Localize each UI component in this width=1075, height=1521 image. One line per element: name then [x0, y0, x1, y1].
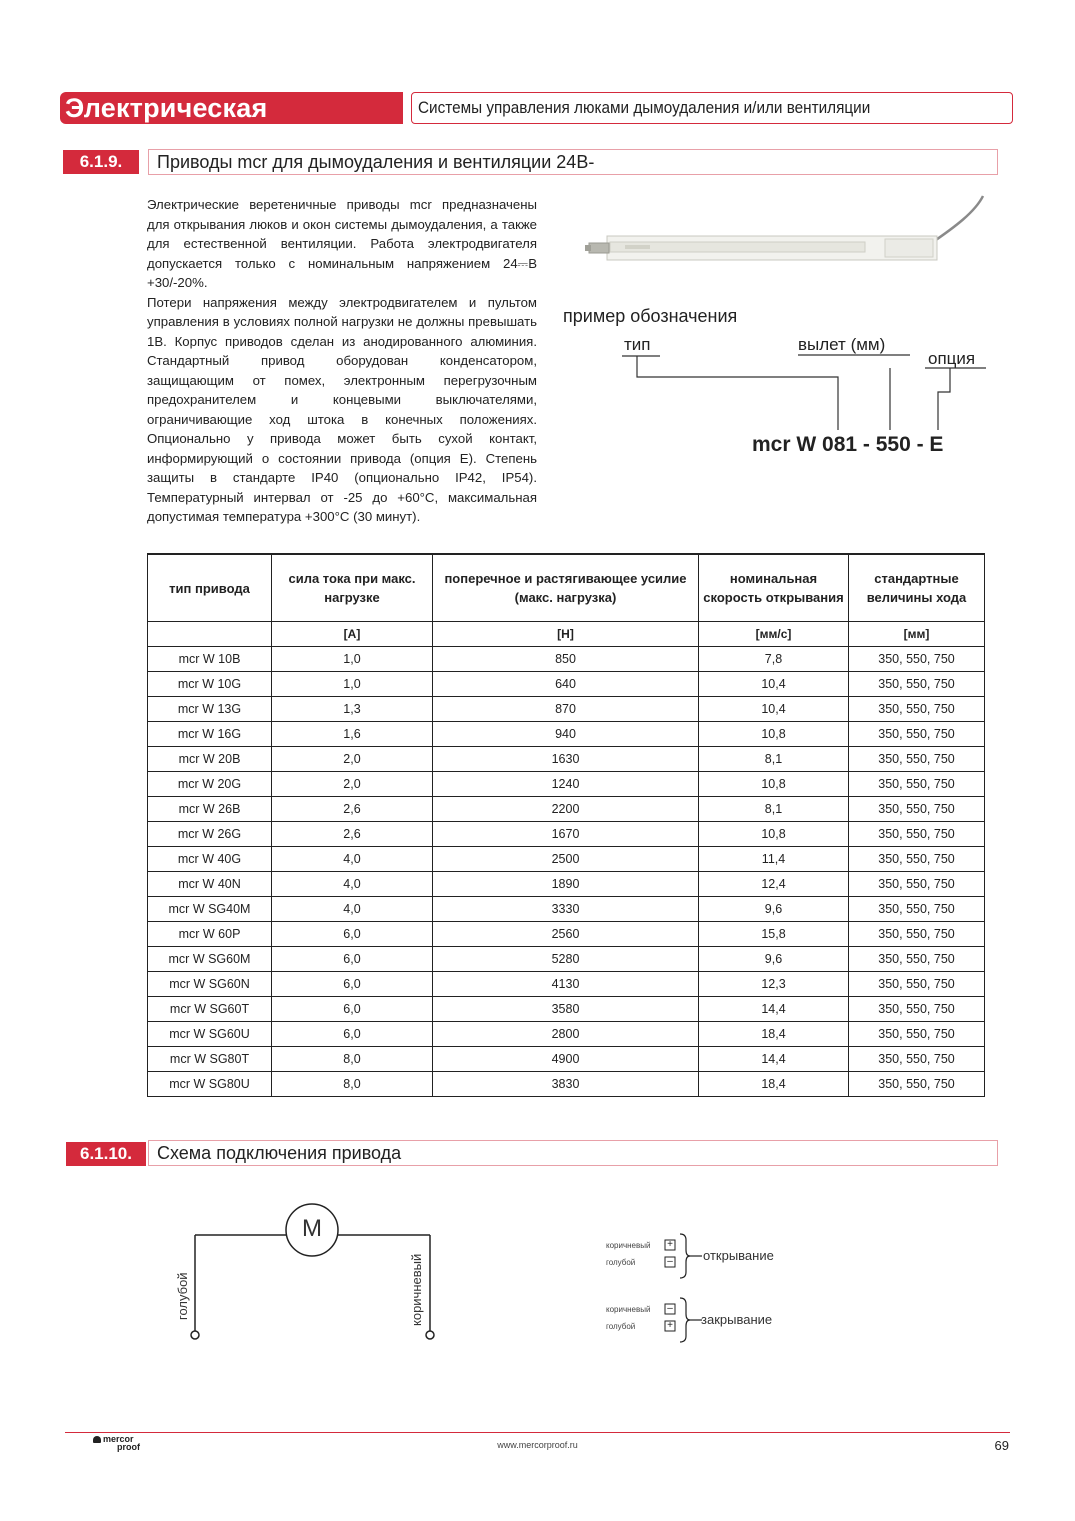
- table-header-cell: поперечное и растягивающее усилие (макс. нагрузка): [433, 554, 699, 622]
- table-cell: 2,6: [272, 797, 433, 822]
- table-header-cell: стандартные величины хода: [849, 554, 985, 622]
- table-header-cell: сила тока при макс. нагрузке: [272, 554, 433, 622]
- table-cell: mcr W 20G: [148, 772, 272, 797]
- table-cell: 3580: [433, 997, 699, 1022]
- example-label-stroke: вылет (мм): [798, 335, 886, 354]
- subtitle-text: Системы управления люками дымоудаления и/или вентиляции: [418, 98, 871, 117]
- table-unit-cell: [148, 622, 272, 647]
- table-cell: 10,8: [699, 722, 849, 747]
- wire-label-right: коричневый: [409, 1253, 424, 1326]
- table-cell: 10,8: [699, 772, 849, 797]
- footer-divider: [65, 1432, 1010, 1433]
- table-cell: 870: [433, 697, 699, 722]
- table-row: [148, 947, 985, 972]
- table-cell: 940: [433, 722, 699, 747]
- category-title: Электрическая: [65, 93, 268, 123]
- table-cell: 2560: [433, 922, 699, 947]
- table-row: [148, 897, 985, 922]
- table-cell: 850: [433, 647, 699, 672]
- table-cell: mcr W 16G: [148, 722, 272, 747]
- table-cell: 6,0: [272, 922, 433, 947]
- table-header-cell: тип привода: [148, 554, 272, 622]
- close-label: закрывание: [701, 1312, 773, 1327]
- section-number: 6.1.9.: [63, 150, 139, 174]
- section-number: 6.1.10.: [66, 1142, 146, 1166]
- table-cell: 1,0: [272, 647, 433, 672]
- table-cell: mcr W 10G: [148, 672, 272, 697]
- intro-paragraph: Электрические веретеничные приводы mcr предназначены для открывания люков и окон системы дымоудаления, а также для естественной вентиляции. Работа электродвигателя допускается только с номинальным напряжением 24⎓В +30/-20%.: [147, 197, 537, 290]
- table-cell: 2800: [433, 1022, 699, 1047]
- wire-color-label: голубой: [606, 1258, 636, 1267]
- table-row: [148, 822, 985, 847]
- table-cell: mcr W SG60N: [148, 972, 272, 997]
- table-cell: 350, 550, 750: [849, 647, 985, 672]
- table-cell: 3830: [433, 1072, 699, 1097]
- table-cell: mcr W SG60T: [148, 997, 272, 1022]
- table-unit-cell: [мм/с]: [699, 622, 849, 647]
- table-row: [148, 1022, 985, 1047]
- category-banner: [60, 92, 403, 124]
- table-cell: 6,0: [272, 972, 433, 997]
- example-label-type: тип: [624, 335, 651, 354]
- section-title-box: [148, 1140, 998, 1166]
- table-cell: 350, 550, 750: [849, 797, 985, 822]
- page-number: 69: [994, 1438, 1009, 1453]
- table-cell: mcr W 60P: [148, 922, 272, 947]
- table-cell: 10,8: [699, 822, 849, 847]
- table-cell: 4,0: [272, 897, 433, 922]
- table-cell: mcr W SG80U: [148, 1072, 272, 1097]
- table-cell: 350, 550, 750: [849, 1072, 985, 1097]
- table-cell: 8,1: [699, 747, 849, 772]
- wire-color-label: коричневый: [606, 1241, 651, 1250]
- wire-label-left: голубой: [175, 1272, 190, 1320]
- table-cell: mcr W SG40M: [148, 897, 272, 922]
- table-row: [148, 1047, 985, 1072]
- table-cell: 350, 550, 750: [849, 1022, 985, 1047]
- table-cell: 2500: [433, 847, 699, 872]
- table-cell: 2,0: [272, 772, 433, 797]
- table-cell: 11,4: [699, 847, 849, 872]
- table-cell: 14,4: [699, 1047, 849, 1072]
- table-row: [148, 672, 985, 697]
- table-cell: mcr W SG60M: [148, 947, 272, 972]
- table-cell: mcr W 13G: [148, 697, 272, 722]
- table-cell: 350, 550, 750: [849, 922, 985, 947]
- table-row: [148, 997, 985, 1022]
- table-cell: 350, 550, 750: [849, 872, 985, 897]
- polarity-sign: –: [667, 1303, 673, 1314]
- table-cell: 18,4: [699, 1022, 849, 1047]
- table-cell: 10,4: [699, 697, 849, 722]
- table-row: [148, 972, 985, 997]
- table-unit-cell: [мм]: [849, 622, 985, 647]
- table-cell: 8,0: [272, 1047, 433, 1072]
- table-cell: 12,3: [699, 972, 849, 997]
- table-cell: 4,0: [272, 847, 433, 872]
- example-code: mcr W 081 - 550 - E: [752, 433, 944, 456]
- table-cell: 350, 550, 750: [849, 722, 985, 747]
- table-cell: 350, 550, 750: [849, 672, 985, 697]
- actuator-image: [585, 192, 990, 272]
- table-row: [148, 722, 985, 747]
- table-cell: 2,6: [272, 822, 433, 847]
- table-cell: 12,4: [699, 872, 849, 897]
- section-title-box: [148, 149, 998, 175]
- table-row: [148, 647, 985, 672]
- table-cell: mcr W 26B: [148, 797, 272, 822]
- table-cell: mcr W 40N: [148, 872, 272, 897]
- table-cell: 1630: [433, 747, 699, 772]
- table-cell: 10,4: [699, 672, 849, 697]
- table-cell: 350, 550, 750: [849, 1047, 985, 1072]
- table-cell: 350, 550, 750: [849, 697, 985, 722]
- table-cell: 18,4: [699, 1072, 849, 1097]
- table-header-row: [148, 554, 985, 622]
- table-cell: 15,8: [699, 922, 849, 947]
- table-cell: 6,0: [272, 997, 433, 1022]
- spec-table: [147, 553, 985, 1097]
- table-cell: 14,4: [699, 997, 849, 1022]
- table-cell: 2200: [433, 797, 699, 822]
- table-cell: 3330: [433, 897, 699, 922]
- table-cell: mcr W 10B: [148, 647, 272, 672]
- table-cell: 4130: [433, 972, 699, 997]
- section-title: Приводы mcr для дымоудаления и вентиляции 24В-: [157, 152, 595, 172]
- table-cell: 1,0: [272, 672, 433, 697]
- table-row: [148, 697, 985, 722]
- table-cell: 350, 550, 750: [849, 772, 985, 797]
- table-cell: 1670: [433, 822, 699, 847]
- table-row: [148, 797, 985, 822]
- table-cell: mcr W 26G: [148, 822, 272, 847]
- logo-text: proof: [117, 1442, 140, 1452]
- table-cell: 8,1: [699, 797, 849, 822]
- table-cell: 6,0: [272, 947, 433, 972]
- designation-leader-lines: [600, 340, 1000, 440]
- logo-text: mercor: [103, 1434, 134, 1444]
- table-cell: mcr W SG60U: [148, 1022, 272, 1047]
- motor-symbol: M: [302, 1215, 322, 1242]
- table-cell: 9,6: [699, 947, 849, 972]
- table-cell: 1890: [433, 872, 699, 897]
- table-cell: 4900: [433, 1047, 699, 1072]
- table-cell: 350, 550, 750: [849, 972, 985, 997]
- table-cell: 1240: [433, 772, 699, 797]
- table-unit-cell: [Н]: [433, 622, 699, 647]
- polarity-sign: +: [667, 1320, 673, 1331]
- footer-url[interactable]: www.mercorproof.ru: [497, 1440, 578, 1450]
- section-title: Схема подключения привода: [157, 1143, 402, 1163]
- table-unit-cell: [A]: [272, 622, 433, 647]
- table-row: [148, 922, 985, 947]
- table-cell: 350, 550, 750: [849, 822, 985, 847]
- example-title: пример обозначения: [563, 306, 738, 326]
- table-cell: 640: [433, 672, 699, 697]
- table-cell: 1,3: [272, 697, 433, 722]
- intro-text: [147, 195, 537, 527]
- table-cell: 2,0: [272, 747, 433, 772]
- table-cell: 6,0: [272, 1022, 433, 1047]
- table-cell: 350, 550, 750: [849, 997, 985, 1022]
- table-cell: 4,0: [272, 872, 433, 897]
- table-cell: 1,6: [272, 722, 433, 747]
- table-cell: 9,6: [699, 897, 849, 922]
- table-cell: 350, 550, 750: [849, 947, 985, 972]
- table-cell: 350, 550, 750: [849, 747, 985, 772]
- table-row: [148, 872, 985, 897]
- open-label: открывание: [703, 1248, 774, 1263]
- polarity-sign: –: [667, 1256, 673, 1267]
- table-row: [148, 772, 985, 797]
- table-cell: 350, 550, 750: [849, 897, 985, 922]
- wire-color-label: коричневый: [606, 1305, 651, 1314]
- wire-color-label: голубой: [606, 1322, 636, 1331]
- table-row: [148, 1072, 985, 1097]
- intro-paragraph: Потери напряжения между электродвигателем и пультом управления в условиях полной нагрузки не должны превышать 1В. Корпус приводов сделан из анодированного алюминия. Стандартный привод оборудован конденсатором, защищающим от помех, электронным перегрузочным предохранителем и концевыми выключателями, ограничивающие ход штока в конечных положениях. Опционально у привода может быть сухой контакт, информирующий о состоянии привода (опция E). Степень защиты в стандарте IP40 (опционально IP42, IP54). Температурный интервал от -25 до +60°C, максимальная допустимая температура +300°C (30 минут).: [147, 294, 537, 524]
- polarity-sign: +: [667, 1239, 673, 1250]
- table-header-cell: номинальная скорость открывания: [699, 554, 849, 622]
- example-label-option: опция: [928, 349, 976, 368]
- table-units-row: [148, 622, 985, 647]
- table-cell: 350, 550, 750: [849, 847, 985, 872]
- table-row: [148, 847, 985, 872]
- subtitle-box: [411, 92, 1013, 124]
- table-cell: mcr W 20B: [148, 747, 272, 772]
- table-cell: mcr W SG80T: [148, 1047, 272, 1072]
- table-cell: 8,0: [272, 1072, 433, 1097]
- table-cell: 5280: [433, 947, 699, 972]
- table-cell: 7,8: [699, 647, 849, 672]
- table-row: [148, 747, 985, 772]
- table-cell: mcr W 40G: [148, 847, 272, 872]
